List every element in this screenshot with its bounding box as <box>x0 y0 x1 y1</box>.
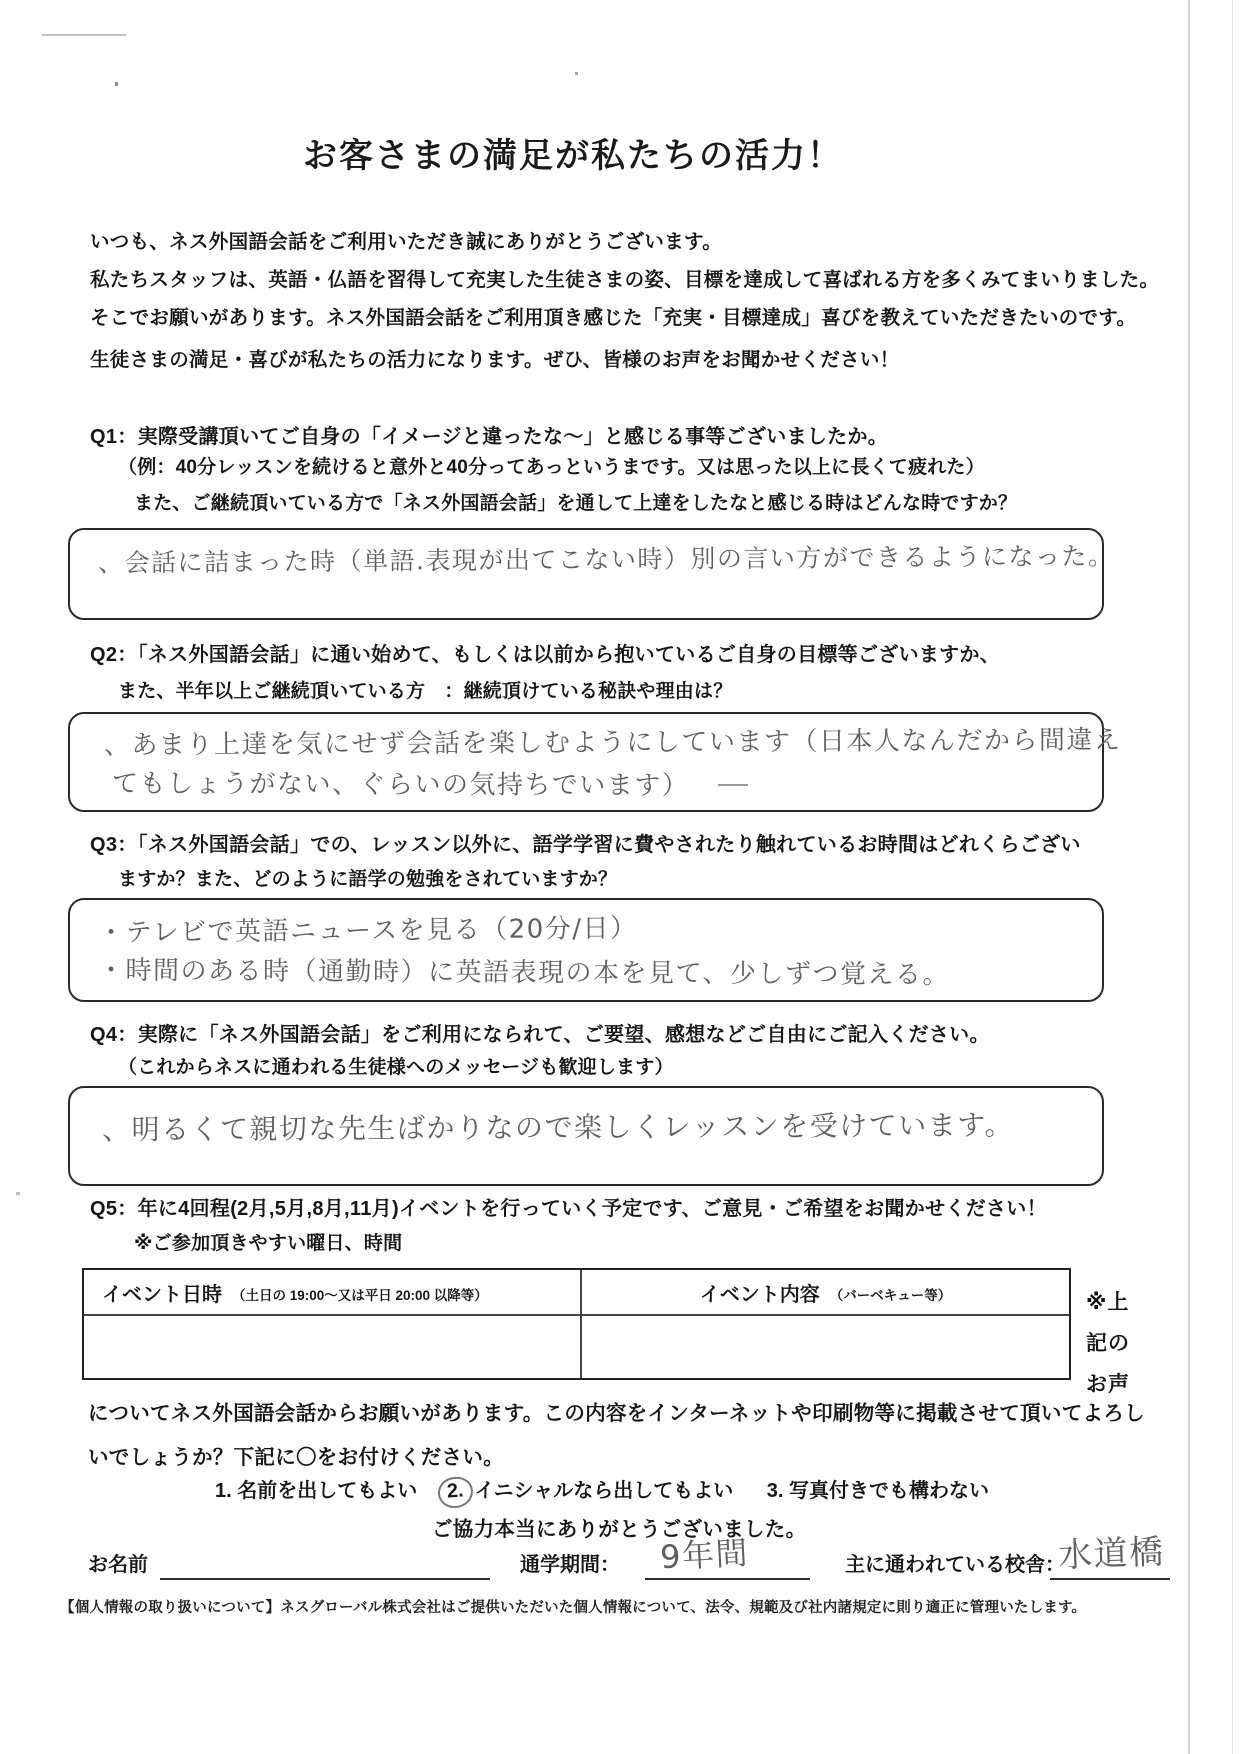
intro-line-1: いつも、ネス外国語会話をご利用いただき誠にありがとうございます。 <box>90 231 723 253</box>
school-field-label: 主に通われている校舎： <box>845 1554 1065 1576</box>
q2-handwritten-answer-line-1: 、あまり上達を気にせず会話を楽しむようにしています（日本人なんだから間違え <box>103 725 1122 761</box>
handwritten-circle-mark: 2. <box>437 1476 474 1509</box>
scan-artifact-dot-2 <box>575 72 578 75</box>
q2-answer-box <box>68 712 1122 812</box>
q5-question-sub: ※ご参加頂きやすい曜日、時間 <box>134 1233 403 1254</box>
q1-question-sub: また、ご継続頂いている方で「ネス外国語会話」を通して上達をしたなと感じる時はどんな時ですか？ <box>134 493 1018 514</box>
q2-question: Q2：「ネス外国語会話」に通い始めて、もしくは以前から抱いているご自身の目標等ございますか、 <box>90 644 1001 666</box>
consent-option-3: 3. 写真付きでも構わない <box>766 1480 990 1502</box>
event-table-header-datetime <box>84 1270 582 1314</box>
pencil-dash-mark <box>718 784 748 786</box>
q2-handwritten-answer-line-2: てもしょうがない、ぐらいの気持ちでいます） <box>111 768 690 802</box>
q4-question: Q4：実際に「ネス外国語会話」をご利用になられて、ご要望、感想などご自由にご記入ください。 <box>90 1024 990 1046</box>
event-table-header-row <box>84 1270 1069 1316</box>
event-datetime-note: （土日の 19:00～又は平日 20:00 以降等） <box>232 1288 488 1303</box>
q4-answer-box <box>68 1086 1104 1186</box>
consent-option-2 <box>436 1480 739 1502</box>
consent-option-2-label: イニシャルなら出してもよい <box>474 1480 734 1502</box>
event-table <box>82 1268 1071 1380</box>
q1-example: （例：40分レッスンを続けると意外と40分ってあっというまです。又は思った以上に長くて疲れた） <box>118 457 985 478</box>
q3-handwritten-answer-line-2: ・時間のある時（通勤時）に英語表現の本を見て、少しずつ覚える。 <box>97 955 951 991</box>
school-handwritten-value: 水道橋 <box>1057 1532 1166 1576</box>
intro-line-4: 生徒さまの満足・喜びが私たちの活力になります。ぜひ、皆様のお声をお聞かせください！ <box>90 349 900 371</box>
name-field-underline <box>160 1578 490 1580</box>
consent-option-1: 1. 名前を出してもよい <box>215 1480 418 1502</box>
scan-artifact-dash <box>42 34 126 36</box>
event-datetime-cell <box>84 1316 582 1378</box>
q3-question-sub: ますか？また、どのように語学の勉強をされていますか？ <box>118 869 618 890</box>
period-handwritten-value: 9年間 <box>659 1533 750 1577</box>
consent-options-row <box>215 1474 989 1508</box>
scan-edge-line-2 <box>1232 0 1233 1754</box>
event-content-cell <box>582 1316 1069 1378</box>
scan-artifact-dot-3 <box>16 1192 20 1195</box>
q3-handwritten-answer-line-1: ・テレビで英語ニュースを見る（20分/日） <box>97 913 638 949</box>
event-content-label: イベント内容 <box>699 1283 820 1306</box>
page-title: お客さまの満足が私たちの活力！ <box>303 137 843 175</box>
q1-answer-box <box>68 528 1115 620</box>
event-table-body-row <box>84 1316 1069 1378</box>
q3-answer-box <box>68 898 1104 1002</box>
period-field-underline <box>645 1578 810 1580</box>
event-content-note: （バーベキュー等） <box>829 1288 952 1303</box>
side-note-vertical: ※上記のお声 <box>1086 1291 1130 1396</box>
scan-artifact-dot <box>115 82 118 86</box>
q1-handwritten-answer: 、会話に詰まった時（単語.表現が出てこない時）別の言い方ができるようになった。 <box>97 541 1115 578</box>
school-field-underline <box>1050 1578 1170 1580</box>
period-field-label: 通学期間： <box>520 1554 620 1576</box>
event-datetime-label: イベント日時 <box>102 1283 222 1306</box>
intro-line-2: 私たちスタッフは、英語・仏語を習得して充実した生徒さまの姿、目標を達成して喜ばれる方を多くみてまいりました。 <box>90 269 1160 291</box>
scan-edge-line <box>1188 0 1190 1754</box>
name-field-label: お名前 <box>88 1554 148 1576</box>
privacy-fine-print: 【個人情報の取り扱いについて】ネスグローバル株式会社はご提供いただいた個人情報について、法令、規範及び社内諸規定に則り適正に管理いたします。 <box>60 1600 1087 1616</box>
consent-line-2: いでしょうか？下記に〇をお付けください。 <box>88 1446 504 1469</box>
q2-question-sub: また、半年以上ご継続頂いている方 ：継続頂けている秘訣や理由は？ <box>118 681 733 702</box>
event-table-header-content <box>582 1270 1069 1314</box>
q1-question: Q1：実際受講頂いてご自身の「イメージと違ったな～」と感じる事等ございましたか。 <box>90 426 889 448</box>
intro-line-3: そこでお願いがあります。ネス外国語会話をご利用頂き感じた「充実・目標達成」喜びを教えていただきたいのです。 <box>90 307 1137 329</box>
consent-line-1: についてネス外国語会話からお願いがあります。この内容をインターネットや印刷物等に掲載させて頂いてよろし <box>88 1402 1145 1425</box>
q4-question-sub: （これからネスに通われる生徒様へのメッセージも歓迎します） <box>118 1057 674 1078</box>
q3-question: Q3：「ネス外国語会話」での、レッスン以外に、語学学習に費やされたり触れているお時間はどれくらござい <box>90 834 1081 856</box>
thanks-line: ご協力本当にありがとうございました。 <box>432 1518 807 1541</box>
q4-handwritten-answer: 、明るくて親切な先生ばかりなので楽しくレッスンを受けています。 <box>101 1108 1015 1147</box>
q5-question: Q5：年に4回程(2月,5月,8月,11月)イベントを行っていく予定です、ご意見・ご希望をお聞かせください！ <box>90 1198 1047 1220</box>
